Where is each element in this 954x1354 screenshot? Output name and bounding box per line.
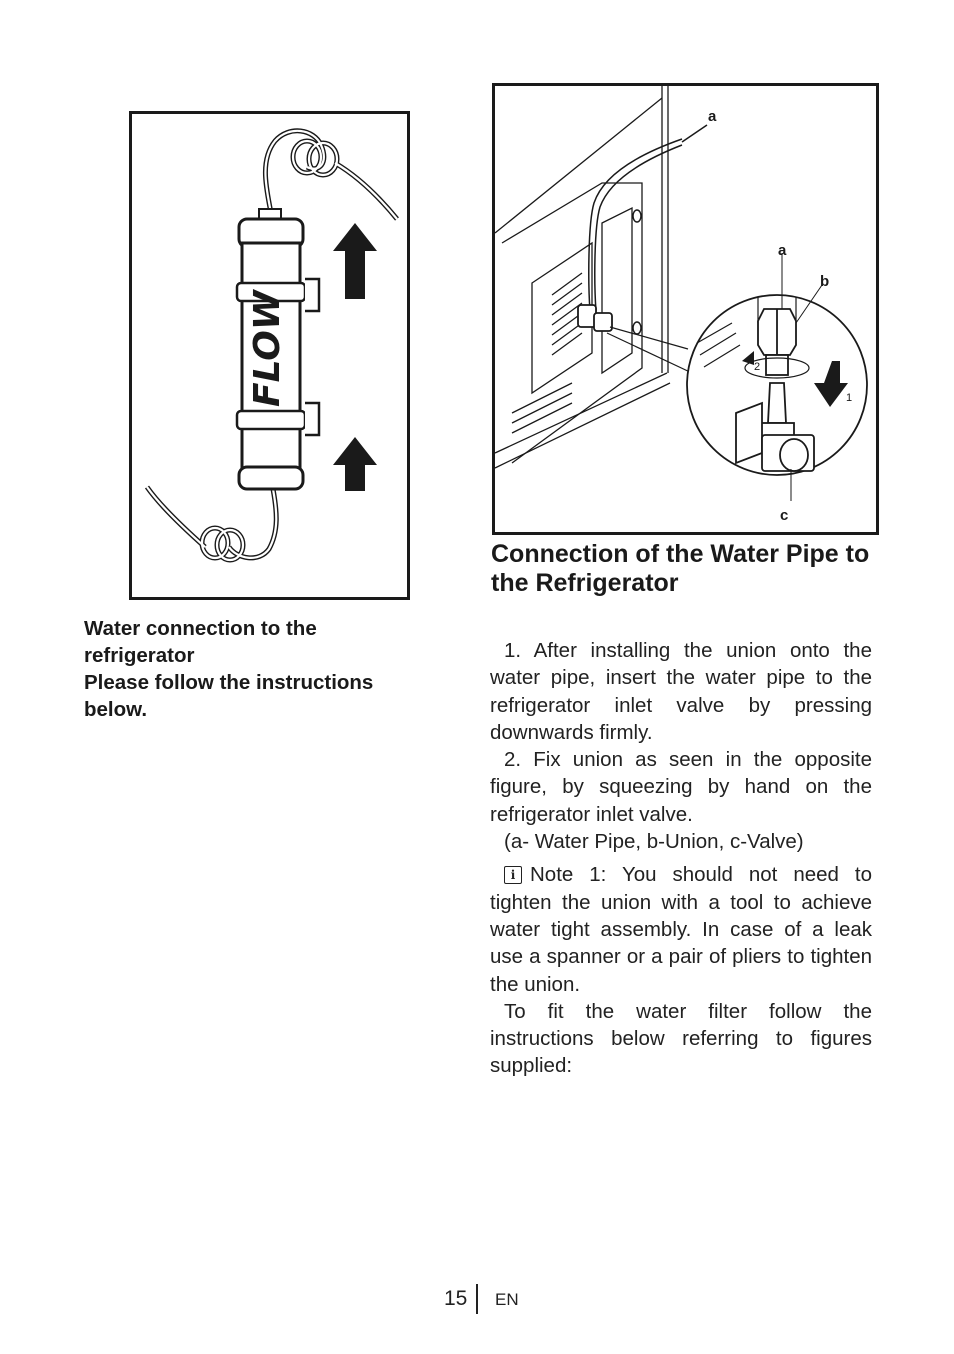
zoom-detail — [687, 295, 867, 475]
instruction-step-2: 2. Fix union as seen in the opposite figure, by squeezing by hand on the refrigerator inlet valve. — [490, 748, 872, 826]
water-filter-figure — [129, 111, 410, 600]
note-1 — [490, 861, 872, 997]
caption-line-2: Please follow the instructions below. — [84, 671, 374, 721]
page-footer — [0, 1284, 954, 1316]
pipe-connection-figure — [492, 83, 879, 535]
footer-divider — [476, 1284, 478, 1314]
filter-intro: To fit the water filter follow the instructions below referring to figures supplied: — [490, 999, 872, 1078]
flow-label: FLOW — [247, 290, 288, 407]
parts-legend: (a- Water Pipe, b-Union, c-Valve) — [504, 830, 804, 854]
instructions-body — [490, 637, 872, 1080]
section-title: Connection of the Water Pipe to the Refrigerator — [491, 540, 870, 597]
language-code: EN — [495, 1290, 519, 1309]
water-connection-caption — [84, 615, 424, 723]
caption-line-1: Water connection to the refrigerator — [84, 617, 317, 667]
label-a-top: a — [708, 108, 717, 125]
label-a-zoom: a — [778, 242, 787, 259]
instruction-step-1: 1. After installing the union onto the water pipe, insert the water pipe to the refrigerator inlet valve by pressing downwards firmly. — [490, 639, 872, 744]
label-step-1: 1 — [846, 392, 853, 404]
note-text: Note 1: You should not need to tighten the union with a tool to achieve water tight assembly. In case of a leak use a spanner or a pair of pliers to tighten the union. — [490, 863, 872, 996]
water-filter-illustration — [129, 111, 410, 600]
label-step-2: 2 — [754, 361, 761, 373]
label-c: c — [780, 507, 789, 524]
info-icon: i — [504, 866, 522, 884]
label-b: b — [820, 273, 830, 290]
pipe-connection-illustration — [492, 83, 879, 535]
page-number: 15 — [444, 1287, 468, 1310]
